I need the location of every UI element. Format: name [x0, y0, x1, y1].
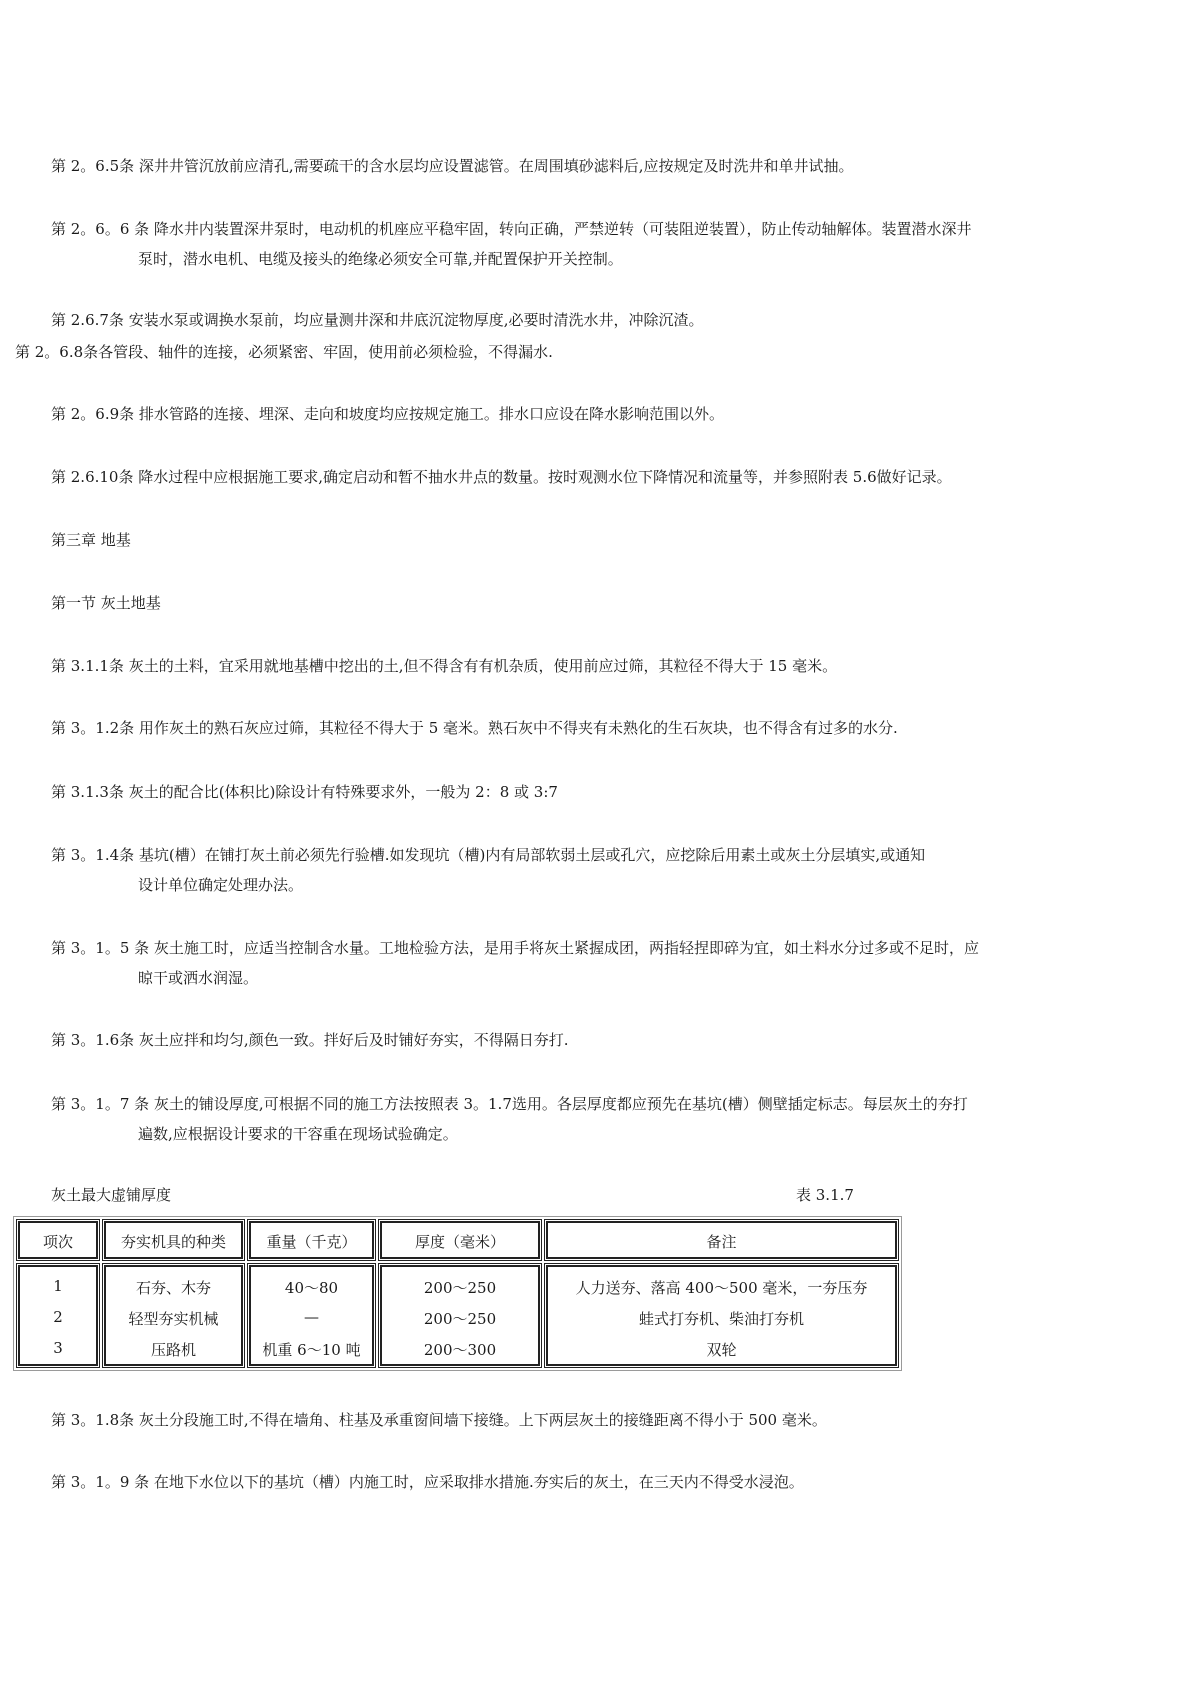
- table-cell: 石夯、木夯: [135, 1279, 211, 1297]
- paragraph: [51, 845, 925, 895]
- table-cell: 2: [53, 1308, 63, 1326]
- table-cell: 40～80: [284, 1279, 339, 1297]
- paragraph-continuation: 晾干或洒水润湿。: [138, 969, 259, 987]
- paragraph: [51, 467, 952, 487]
- table-header-cell: 项次: [42, 1233, 73, 1251]
- table-cell: 3: [53, 1339, 63, 1357]
- paragraph-line: 第 3。1.4条 基坑(槽）在铺打灰土前必须先行验槽.如发现坑（槽)内有局部软弱土层或孔穴，应挖除后用素土或灰土分层填实,或通知: [51, 846, 926, 864]
- paragraph-line: 第 3。1.2条 用作灰土的熟石灰应过筛，其粒径不得大于 5 毫米。熟石灰中不得夹有未熟化的生石灰块，也不得含有过多的水分.: [51, 719, 898, 737]
- table-header-cell: 夯实机具的种类: [120, 1233, 226, 1251]
- chapter-heading: [51, 530, 131, 550]
- paragraph-line: 第 3。1.8条 灰土分段施工时,不得在墙角、柱基及承重窗间墙下接缝。上下两层灰土的接缝距离不得小于 500 毫米。: [51, 1411, 827, 1429]
- paragraph-line: 第 3。1.6条 灰土应拌和均匀,颜色一致。拌好后及时铺好夯实，不得隔日夯打.: [51, 1031, 569, 1049]
- table-col-index: [18, 1221, 98, 1259]
- table-number: 表 3.1.7: [796, 1186, 854, 1204]
- table-col-machine: [104, 1221, 243, 1259]
- table-cell: 200～300: [423, 1341, 497, 1359]
- paragraph-line: 第 3.1.1条 灰土的土料，宜采用就地基槽中挖出的土,但不得含有有机杂质，使用前应过筛，其粒径不得大于 15 毫米。: [51, 657, 838, 675]
- table-col-machine: [104, 1265, 243, 1366]
- paragraph-line: 第 2。6。6 条 降水井内装置深井泵时，电动机的机座应平稳牢固，转向正确，严禁逆转（可装阻逆装置），防止传动轴解体。装置潜水深井: [51, 220, 972, 238]
- paragraph-line: 第 2.6.7条 安装水泵或调换水泵前，均应量测井深和井底沉淀物厚度,必要时清洗水井，冲除沉渣。: [51, 311, 704, 329]
- table-cell: 轻型夯实机械: [128, 1310, 219, 1328]
- paragraph: [51, 1472, 804, 1492]
- table-col-weight: [249, 1265, 374, 1366]
- table-cell: 200～250: [423, 1310, 497, 1328]
- paragraph-line: 第 3。1。5 条 灰土施工时，应适当控制含水量。工地检验方法，是用手将灰土紧握成团，两指轻捏即碎为宜，如土料水分过多或不足时，应: [51, 939, 979, 957]
- table-col-weight: [249, 1221, 374, 1259]
- table-header-cell: 备注: [706, 1233, 737, 1251]
- table-cell: 200～250: [423, 1279, 497, 1297]
- paragraph-continuation: 泵时，潜水电机、电缆及接头的绝缘必须安全可靠,并配置保护开关控制。: [138, 250, 623, 268]
- paragraph-line: 第 2。6.8条各管段、轴件的连接，必须紧密、牢固，使用前必须检验，不得漏水.: [15, 343, 553, 361]
- table-cell: 压路机: [150, 1341, 196, 1359]
- paragraph: [51, 656, 837, 676]
- table-col-remarks: [546, 1265, 897, 1366]
- paragraph: [51, 310, 703, 330]
- table-cell: —: [304, 1308, 319, 1326]
- paragraph-line: 第 2。6.5条 深井井管沉放前应清孔,需要疏干的含水层均应设置滤管。在周围填砂滤料后,应按规定及时洗井和单井试抽。: [51, 157, 854, 175]
- paragraph-line: 第三章 地基: [51, 531, 131, 549]
- paragraph: [51, 1410, 827, 1430]
- table-cell: 双轮: [706, 1341, 737, 1359]
- paragraph: [51, 1030, 568, 1050]
- table-col-remarks: [546, 1221, 897, 1259]
- paragraph-line: 第 2。6.9条 排水管路的连接、埋深、走向和坡度均应按规定施工。排水口应设在降水影响范围以外。: [51, 405, 724, 423]
- paragraph: [51, 938, 979, 988]
- section-heading: [51, 593, 161, 613]
- table-cell: 机重 6～10 吨: [262, 1341, 361, 1359]
- paragraph: [51, 156, 853, 176]
- table-cell: 人力送夯、落高 400～500 毫米，一夯压夯: [575, 1279, 868, 1297]
- paragraph-line: 第 3。1。9 条 在地下水位以下的基坑（槽）内施工时，应采取排水措施.夯实后的灰土，在三天内不得受水浸泡。: [51, 1473, 804, 1491]
- paragraph-line: 第 3.1.3条 灰土的配合比(体积比)除设计有特殊要求外，一般为 2：8 或 3:7: [51, 783, 558, 801]
- paragraph: [51, 219, 971, 269]
- paragraph-line: 第一节 灰土地基: [51, 594, 161, 612]
- paragraph-continuation: 遍数,应根据设计要求的干容重在现场试验确定。: [138, 1125, 458, 1143]
- table-cell: 蛙式打夯机、柴油打夯机: [638, 1310, 804, 1328]
- data-table: [13, 1216, 902, 1371]
- paragraph-line: 第 2.6.10条 降水过程中应根据施工要求,确定启动和暂不抽水井点的数量。按时观测水位下降情况和流量等，并参照附表 5.6做好记录。: [51, 468, 952, 486]
- paragraph: [51, 1094, 968, 1144]
- paragraph: [15, 342, 553, 362]
- table-cell: 1: [53, 1277, 63, 1295]
- table-header-cell: 重量（千克）: [266, 1233, 357, 1251]
- paragraph: [51, 404, 724, 424]
- paragraph: [51, 718, 898, 738]
- table-header-cell: 厚度（毫米）: [414, 1233, 505, 1251]
- table-title: 灰土最大虚铺厚度: [51, 1186, 172, 1204]
- table-col-index: [18, 1265, 98, 1366]
- paragraph-line: 第 3。1。7 条 灰土的铺设厚度,可根据不同的施工方法按照表 3。1.7选用。各层厚度都应预先在基坑(槽）侧壁插定标志。每层灰土的夯打: [51, 1095, 968, 1113]
- paragraph: [51, 782, 558, 802]
- table-col-thickness: [380, 1221, 540, 1259]
- table-col-thickness: [380, 1265, 540, 1366]
- paragraph-continuation: 设计单位确定处理办法。: [138, 876, 304, 894]
